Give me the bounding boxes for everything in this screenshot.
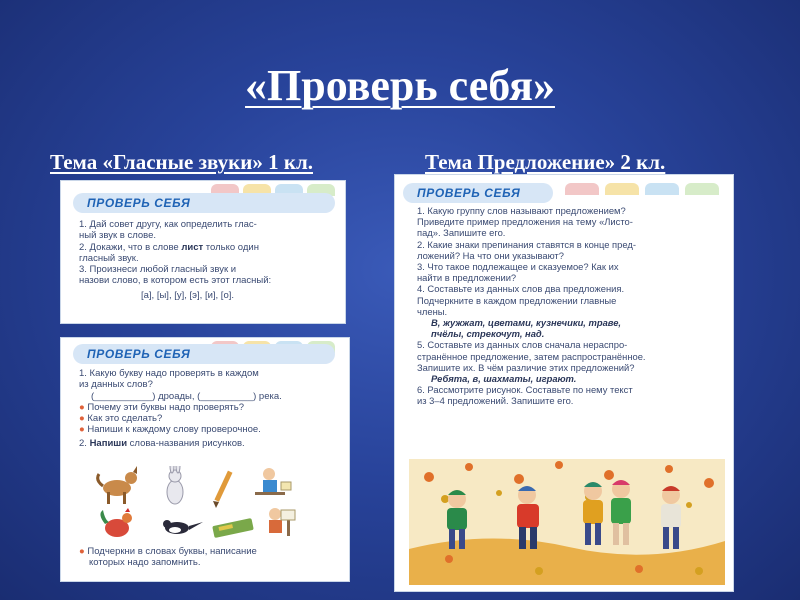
text-line: из данных слов? <box>79 379 153 391</box>
dog-icon <box>98 466 137 504</box>
text-line: 2. Напиши слова-названия рисунков. <box>79 437 245 449</box>
example-words: Ребята, в, шахматы, играют. <box>431 373 577 385</box>
right-theme-caption: Тема Предложение» 2 кл. <box>425 150 666 174</box>
page-title: «Проверь себя» <box>245 61 555 110</box>
bullet-line: ● Подчеркни в словах буквы, написание <box>79 546 257 557</box>
text-line: члены. <box>417 305 448 317</box>
drawings-illustration <box>95 466 305 544</box>
rooster-icon <box>100 508 132 537</box>
check-yourself-header: ПРОВЕРЬ СЕБЯ <box>73 193 335 213</box>
text-line: Приведите пример предложения на тему «Листо- <box>417 216 633 228</box>
bullet-line: ● Как это сделать? <box>79 413 163 425</box>
autumn-leaves-illustration <box>409 459 725 585</box>
magpie-icon <box>163 520 203 534</box>
card-sentence-grade2 <box>394 174 734 592</box>
text-line: гласный звук. <box>79 252 139 264</box>
text-line: 2. Докажи, что в слове лист только один <box>79 241 259 253</box>
text-line: 2. Какие знаки препинания ставятся в конце пред- <box>417 238 636 250</box>
example-words: пчёлы, стрекочут, над. <box>431 328 545 340</box>
card-words-grade1 <box>60 337 350 582</box>
hare-icon <box>167 466 183 504</box>
text-line: 6. Рассмотрите рисунок. Составьте по нему текст <box>417 384 633 396</box>
text-line: 5. Составьте из данных слов сначала нераспро- <box>417 339 628 351</box>
left-theme-caption: Тема «Гласные звуки» 1 кл. <box>50 150 313 174</box>
pencil-icon <box>213 471 232 508</box>
text-line: 3. Что такое подлежащее и сказуемое? Как их <box>417 261 619 273</box>
bullet-line: ● Напиши к каждому слову проверочное. <box>79 424 261 436</box>
text-line: Подчеркните в каждом предложении главные <box>417 294 617 306</box>
text-line: странённое предложение, затем распространённое. <box>417 350 646 362</box>
check-yourself-header: ПРОВЕРЬ СЕБЯ <box>73 344 335 364</box>
check-yourself-header: ПРОВЕРЬ СЕБЯ <box>403 183 553 203</box>
text-line: назови слово, в котором есть этот гласный: <box>79 275 272 287</box>
text-line: 1. Какую букву надо проверять в каждом <box>79 368 259 379</box>
text-line: 4. Составьте из данных слов два предложения. <box>417 283 625 295</box>
text-line: ложений? На что они указывают? <box>417 249 564 261</box>
card-vowels-grade1 <box>60 180 346 324</box>
text-line: 3. Произнеси любой гласный звук и <box>79 264 237 276</box>
text-line: Запишите их. В чём различие этих предложений? <box>417 361 635 373</box>
text-line: пад». Запишите его. <box>417 227 506 239</box>
bullet-line: ● Почему эти буквы надо проверять? <box>79 401 244 413</box>
example-words: В, жужжат, цветами, кузнечики, траве, <box>431 317 622 329</box>
boy-drawing-icon <box>255 468 291 495</box>
text-line: найти в предложении? <box>417 272 517 284</box>
boy-painting-icon <box>269 508 295 536</box>
text-line: которых надо запомнить. <box>89 557 201 569</box>
text-line: 1. Дай совет другу, как определить глас- <box>79 219 257 230</box>
text-line: 1. Какую группу слов называют предложением? <box>417 205 626 216</box>
pencil-case-icon <box>212 518 254 538</box>
text-line: ный звук в слове. <box>79 230 156 242</box>
text-line: (___________) дроады, (__________) река. <box>91 390 282 402</box>
text-line: [а], [ы], [у], [э], [и], [о]. <box>141 289 235 301</box>
text-line: из 3–4 предложений. Запишите его. <box>417 395 574 407</box>
page-tabs <box>565 183 725 195</box>
